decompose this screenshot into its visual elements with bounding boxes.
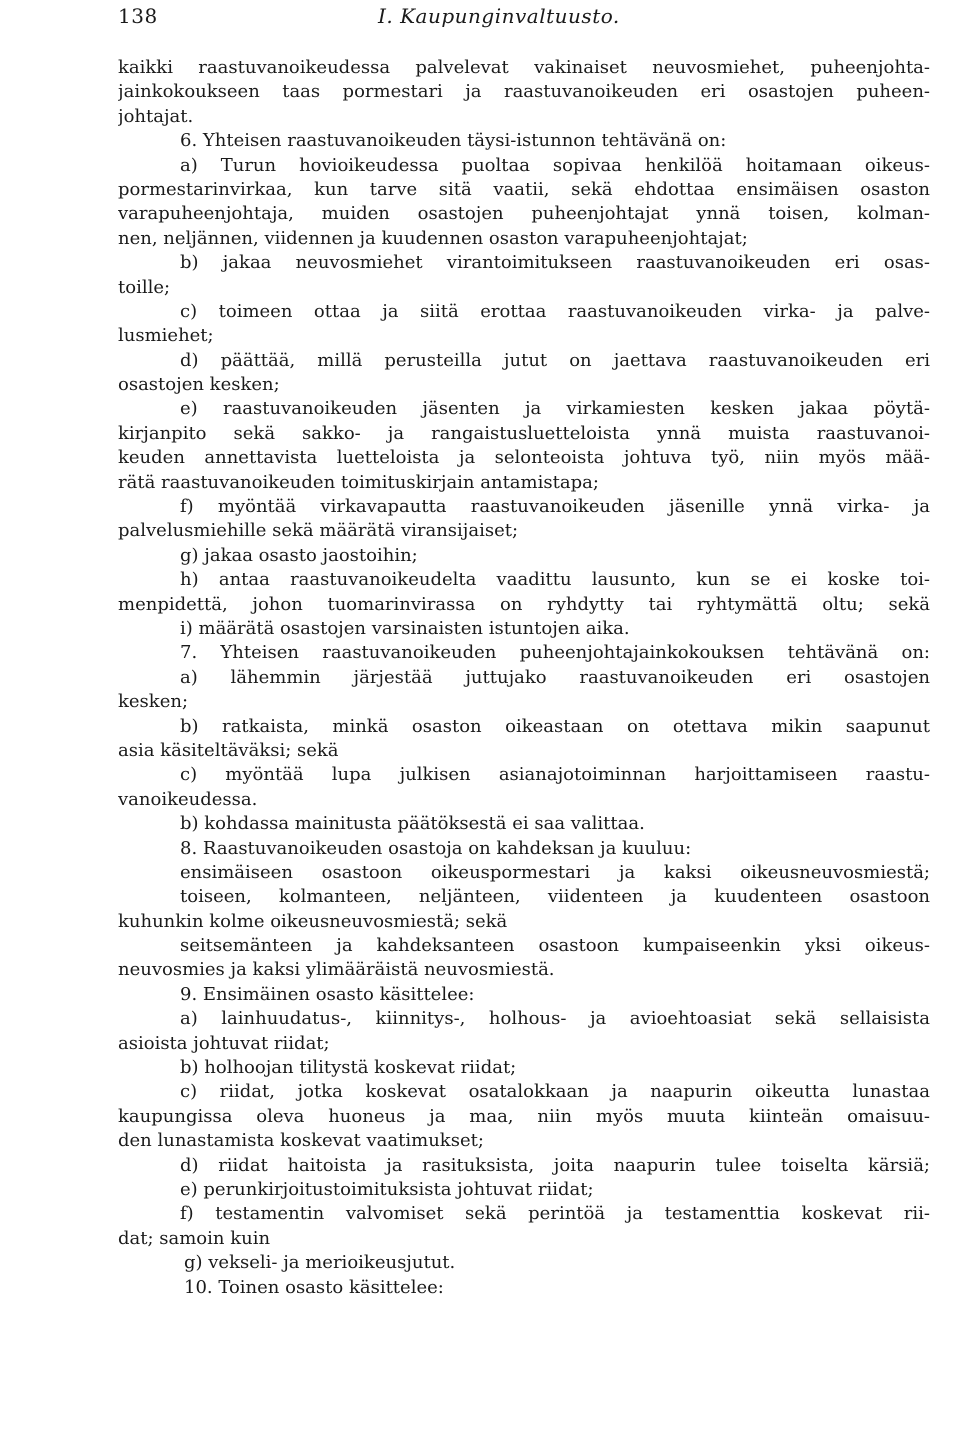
text-line: kirjanpito sekä sakko- ja rangaistusluetteloista ynnä muista raastuvanoi-: [118, 422, 930, 444]
text-line: palvelusmiehille sekä määrätä viransijaiset;: [118, 520, 519, 542]
text-line: kaupungissa oleva huoneus ja maa, niin myös muuta kiinteän omaisuu-: [118, 1105, 930, 1127]
text-line: c) myöntää lupa julkisen asianajotoiminnan harjoittamiseen raastu-: [180, 764, 930, 786]
text-line: neuvosmies ja kaksi ylimääräistä neuvosmiestä.: [118, 959, 555, 981]
text-line: kuhunkin kolme oikeusneuvosmiestä; sekä: [118, 910, 508, 932]
text-line: nen, neljännen, viidennen ja kuudennen osaston varapuheenjohtajat;: [118, 227, 748, 249]
text-line: 6. Yhteisen raastuvanoikeuden täysi-istunnon tehtävänä on:: [180, 130, 727, 152]
page-number: 138: [118, 4, 158, 28]
text-line: toille;: [118, 276, 171, 298]
text-line: c) riidat, jotka koskevat osatalokkaan ja naapurin oikeutta lunastaa: [180, 1081, 930, 1103]
text-line: b) holhoojan tilitystä koskevat riidat;: [180, 1057, 517, 1079]
text-line: 10. Toinen osasto käsittelee:: [184, 1276, 444, 1298]
text-line: f) myöntää virkavapautta raastuvanoikeuden jäsenille ynnä virka- ja: [180, 496, 930, 518]
text-line: a) lainhuudatus-, kiinnitys-, holhous- ja avioehtoasiat sekä sellaisista: [180, 1008, 930, 1030]
text-line: f) testamentin valvomiset sekä perintöä ja testamenttia koskevat rii-: [180, 1203, 930, 1225]
text-line: d) päättää, millä perusteilla jutut on jaettava raastuvanoikeuden eri: [180, 349, 930, 371]
text-line: 8. Raastuvanoikeuden osastoja on kahdeksan ja kuuluu:: [180, 837, 692, 859]
text-line: rätä raastuvanoikeuden toimituskirjain antamistapa;: [118, 471, 599, 493]
text-line: jainkokoukseen taas pormestari ja raastuvanoikeuden eri osastojen puheen-: [118, 81, 930, 103]
text-line: h) antaa raastuvanoikeudelta vaadittu lausunto, kun se ei koske toi-: [180, 569, 930, 591]
text-line: g) jakaa osasto jaostoihin;: [180, 544, 418, 566]
text-line: toiseen, kolmanteen, neljänteen, viidenteen ja kuudenteen osastoon: [180, 886, 930, 908]
body-text: [118, 56, 930, 1300]
text-line: pormestarinvirkaa, kun tarve sitä vaatii, sekä ehdottaa ensimäisen osaston: [118, 178, 930, 200]
text-line: a) Turun hovioikeudessa puoltaa sopivaa henkilöä hoitamaan oikeus-: [180, 154, 930, 176]
text-line: asia käsiteltäväksi; sekä: [118, 739, 339, 761]
text-line: c) toimeen ottaa ja siitä erottaa raastuvanoikeuden virka- ja palve-: [180, 300, 930, 322]
text-line: osastojen kesken;: [118, 374, 280, 396]
text-line: 7. Yhteisen raastuvanoikeuden puheenjohtajainkokouksen tehtävänä on:: [180, 642, 930, 664]
text-line: dat; samoin kuin: [118, 1227, 271, 1249]
text-line: e) raastuvanoikeuden jäsenten ja virkamiesten kesken jakaa pöytä-: [180, 398, 930, 420]
text-line: vanoikeudessa.: [118, 788, 258, 810]
text-line: seitsemänteen ja kahdeksanteen osastoon kumpaiseenkin yksi oikeus-: [180, 935, 930, 957]
text-line: b) ratkaista, minkä osaston oikeastaan on otettava mikin saapunut: [180, 715, 930, 737]
text-line: i) määrätä osastojen varsinaisten istuntojen aika.: [180, 617, 630, 639]
text-line: lusmiehet;: [118, 325, 214, 347]
text-line: 9. Ensimäinen osasto käsittelee:: [180, 983, 475, 1005]
text-line: asioista johtuvat riidat;: [118, 1032, 330, 1054]
text-line: g) vekseli- ja merioikeusjutut.: [184, 1252, 456, 1274]
text-line: b) jakaa neuvosmiehet virantoimitukseen raastuvanoikeuden eri osas-: [180, 252, 930, 274]
text-line: menpidettä, johon tuomarinvirassa on ryhdytty tai ryhtymättä oltu; sekä: [118, 593, 930, 615]
text-line: den lunastamista koskevat vaatimukset;: [118, 1130, 484, 1152]
text-line: ensimäiseen osastoon oikeuspormestari ja kaksi oikeusneuvosmiestä;: [180, 861, 930, 883]
text-line: b) kohdassa mainitusta päätöksestä ei saa valittaa.: [180, 813, 645, 835]
page-header: [118, 0, 930, 56]
running-head: I. Kaupunginvaltuusto.: [378, 4, 620, 28]
text-line: varapuheenjohtaja, muiden osastojen puheenjohtajat ynnä toisen, kolman-: [118, 203, 930, 225]
text-line: kaikki raastuvanoikeudessa palvelevat vakinaiset neuvosmiehet, puheenjohta-: [118, 57, 930, 78]
text-line: d) riidat haitoista ja rasituksista, joita naapurin tulee toiselta kärsiä;: [180, 1154, 930, 1176]
text-line: johtajat.: [118, 105, 194, 127]
text-line: e) perunkirjoitustoimituksista johtuvat riidat;: [180, 1178, 594, 1200]
text-line: a) lähemmin järjestää juttujako raastuvanoikeuden eri osastojen: [180, 666, 930, 688]
text-line: keuden annettavista luetteloista ja selonteoista johtuva työ, niin myös mää-: [118, 447, 930, 469]
text-line: kesken;: [118, 691, 189, 713]
